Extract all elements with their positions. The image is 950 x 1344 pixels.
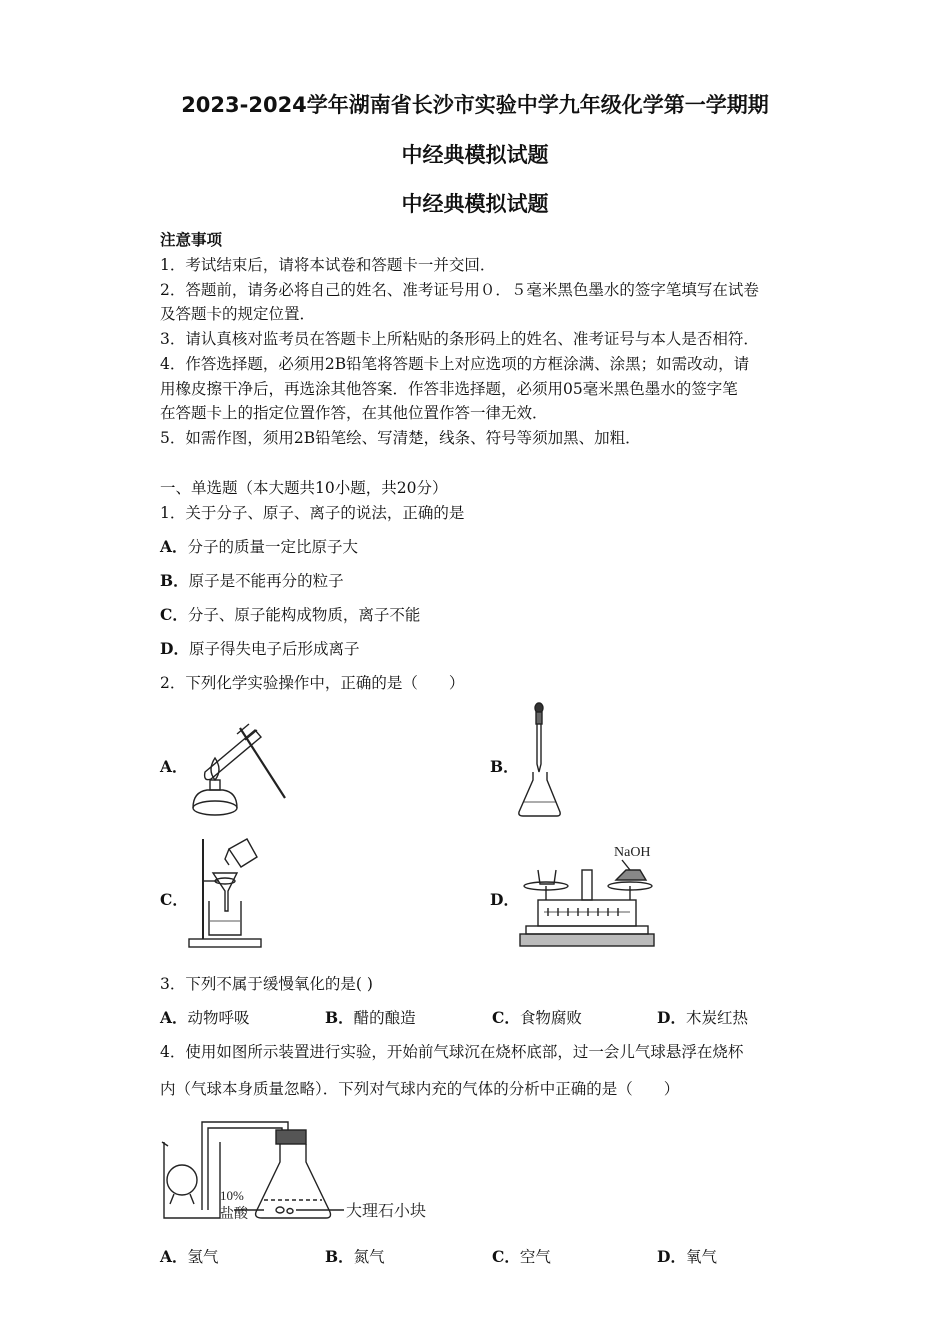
acid-concentration-label: 10% bbox=[220, 1188, 244, 1203]
option-text: 分子、原子能构成物质，离子不能 bbox=[187, 606, 421, 624]
notice-item: 4．作答选择题，必须用2B铅笔将答题卡上对应选项的方框涂满、涂黑；如需改动，请 bbox=[160, 355, 750, 373]
section-heading: 一、单选题（本大题共10小题，共20分） bbox=[160, 479, 448, 497]
exam-title-line-1: 2023-2024学年湖南省长沙市实验中学九年级化学第一学期期 bbox=[181, 93, 769, 117]
q1-option-c[interactable] bbox=[160, 603, 420, 625]
q3-option-a[interactable]: A．动物呼吸 bbox=[160, 1008, 250, 1027]
option-text: 原子是不能再分的粒子 bbox=[188, 572, 344, 590]
q2-option-c-letter[interactable]: C． bbox=[160, 890, 188, 909]
q4-stem-line-1: 4．使用如图所示装置进行实验，开始前气球沉在烧杯底部，过一会儿气球悬浮在烧杯 bbox=[160, 1043, 744, 1061]
notice-item: 5．如需作图，须用2B铅笔绘、写清楚，线条、符号等须加黑、加粗． bbox=[160, 429, 641, 447]
option-letter: A． bbox=[160, 537, 188, 556]
marble-label: 大理石小块 bbox=[346, 1203, 427, 1220]
option-letter: B． bbox=[160, 571, 189, 590]
q1-option-a[interactable] bbox=[160, 535, 358, 557]
q3-option-c[interactable]: C．食物腐败 bbox=[492, 1008, 582, 1027]
q1-stem: 1．关于分子、原子、离子的说法，正确的是 bbox=[160, 504, 465, 522]
notice-item: 3．请认真核对监考员在答题卡上所粘贴的条形码上的姓名、准考证号与本人是否相符． bbox=[160, 330, 759, 348]
q4-option-a[interactable]: A．氢气 bbox=[160, 1247, 219, 1266]
option-text: 原子得失电子后形成离子 bbox=[188, 640, 360, 658]
q4-stem-line-2: 内（气球本身质量忽略）．下列对气球内充的气体的分析中正确的是（ ） bbox=[160, 1080, 680, 1098]
acid-name-label: 盐酸 bbox=[220, 1207, 248, 1222]
notice-heading: 注意事项 bbox=[160, 230, 223, 249]
q2-stem: 2．下列化学实验操作中，正确的是（ ） bbox=[160, 674, 465, 692]
exam-title-line-2: 中经典模拟试题 bbox=[401, 143, 549, 167]
option-letter: C． bbox=[160, 605, 188, 624]
notice-item: 2．答题前，请务必将自己的姓名、准考证号用０．５毫米黑色墨水的签字笔填写在试卷 bbox=[160, 281, 759, 299]
notice-item: 及答题卡的规定位置． bbox=[160, 305, 316, 323]
test-tube-heating-illustration bbox=[185, 720, 295, 820]
notice-item: 在答题卡上的指定位置作答，在其他位置作答一律无效． bbox=[160, 404, 548, 422]
filtration-setup-illustration bbox=[185, 835, 265, 953]
balance-weighing-illustration bbox=[518, 840, 658, 952]
q2-option-b-letter[interactable]: B． bbox=[490, 757, 519, 776]
q2-option-a-letter[interactable]: A． bbox=[160, 757, 188, 776]
q4-option-b[interactable]: B．氮气 bbox=[325, 1247, 385, 1266]
option-text: 分子的质量一定比原子大 bbox=[187, 538, 359, 556]
dropper-flask-illustration bbox=[515, 702, 565, 820]
q4-option-c[interactable]: C．空气 bbox=[492, 1247, 551, 1266]
q4-option-d[interactable]: D．氧气 bbox=[657, 1247, 717, 1266]
balloon-apparatus-illustration bbox=[160, 1112, 460, 1227]
notice-item: 用橡皮擦干净后，再选涂其他答案．作答非选择题，必须用05毫米黑色墨水的签字笔 bbox=[160, 380, 738, 398]
naoh-label: NaOH bbox=[614, 845, 651, 860]
q3-option-b[interactable]: B．醋的酿造 bbox=[325, 1008, 416, 1027]
notice-item: 1．考试结束后，请将本试卷和答题卡一并交回． bbox=[160, 256, 496, 274]
q1-option-d[interactable] bbox=[160, 637, 359, 659]
q1-option-b[interactable] bbox=[160, 569, 344, 591]
option-letter: D． bbox=[160, 639, 189, 658]
q3-stem: 3．下列不属于缓慢氧化的是( ) bbox=[160, 975, 373, 993]
q3-option-d[interactable]: D．木炭红热 bbox=[657, 1008, 748, 1027]
q2-option-d-letter[interactable]: D． bbox=[490, 890, 519, 909]
exam-title-line-3: 中经典模拟试题 bbox=[401, 192, 549, 216]
